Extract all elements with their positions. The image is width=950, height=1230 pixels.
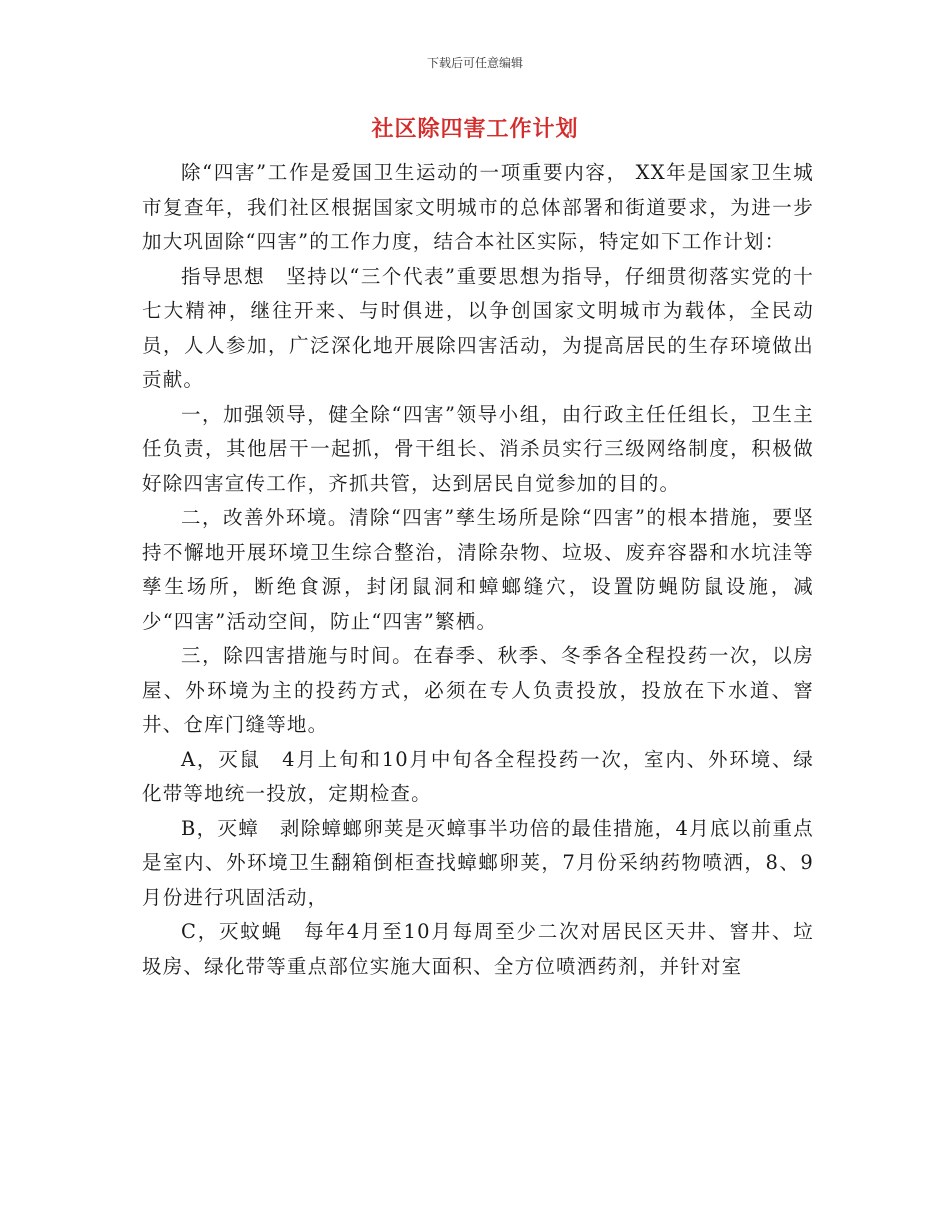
paragraph-guiding-thought: 指导思想 坚持以“三个代表”重要思想为指导，仔细贯彻落实党的十七大精神，继往开来、与时俱进，以争创国家文明城市为载体，全民动员，人人参加，广泛深化地开展除四害活动，为提高居民的生存环境做出贡献。 — [142, 264, 814, 391]
header-note: 下载后可任意编辑 — [426, 56, 523, 70]
paragraph-rodents: A，灭鼠 4月上旬和10月中旬各全程投药一次，室内、外环境、绿化带等地统一投放，定期检查。 — [142, 747, 814, 805]
paragraph-measures: 三，除四害措施与时间。在春季、秋季、冬季各全程投药一次，以房屋、外环境为主的投药方式，必须在专人负责投放，投放在下水道、窨井、仓库门缝等地。 — [142, 644, 814, 736]
document-body — [142, 156, 814, 984]
paragraph-environment: 二，改善外环境。清除“四害”孳生场所是除“四害”的根本措施，要坚持不懈地开展环境卫生综合整治，清除杂物、垃圾、废弃容器和水坑洼等孳生场所，断绝食源，封闭鼠洞和蟑螂缝穴，设置防蝇防鼠设施，减少“四害”活动空间，防止“四害”繁栖。 — [142, 506, 814, 633]
paragraph-mosquitoes-flies: C，灭蚊蝇 每年4月至10月每周至少二次对居民区天井、窨井、垃圾房、绿化带等重点部位实施大面积、全方位喷洒药剂，并针对室 — [142, 920, 814, 978]
document-title: 社区除四害工作计划 — [371, 116, 579, 142]
paragraph-leadership: 一，加强领导，健全除“四害”领导小组，由行政主任任组长，卫生主任负责，其他居干一起抓，骨干组长、消杀员实行三级网络制度，积极做好除四害宣传工作，齐抓共管，达到居民自觉参加的目的。 — [142, 402, 814, 495]
paragraph-intro: 除“四害”工作是爱国卫生运动的一项重要内容， XX年是国家卫生城市复查年，我们社区根据国家文明城市的总体部署和街道要求，为进一步加大巩固除“四害”的工作力度，结合本社区实际，特定如下工作计划： — [142, 161, 814, 253]
paragraph-cockroaches: B，灭蟑 剥除蟑螂卵荚是灭蟑事半功倍的最佳措施，4月底以前重点是室内、外环境卫生翻箱倒柜查找蟑螂卵荚，7月份采纳药物喷洒，8、9月份进行巩固活动， — [142, 816, 814, 909]
